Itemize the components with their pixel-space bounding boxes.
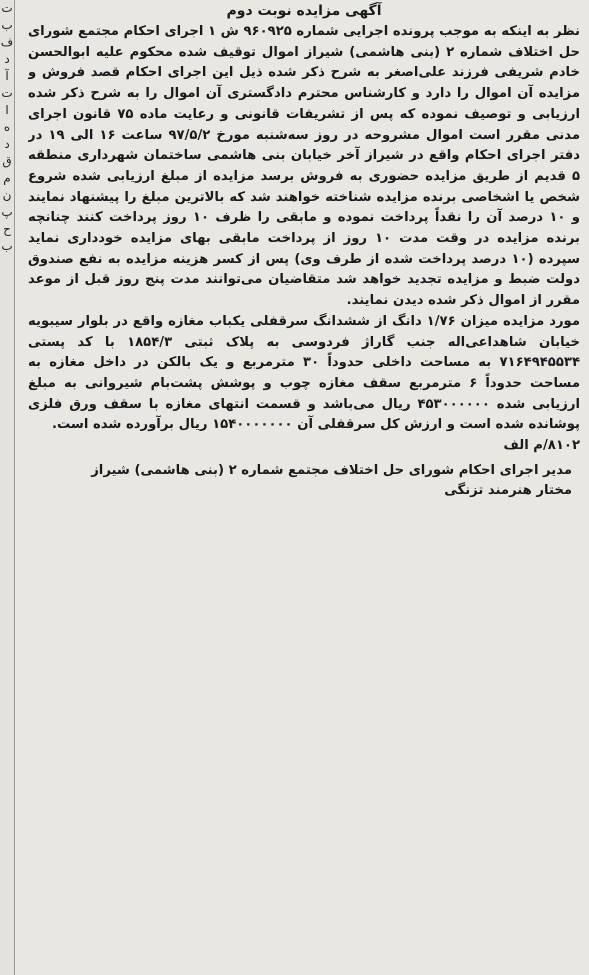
strip-char: م (3, 171, 11, 185)
strip-char: ت (1, 86, 13, 100)
strip-char: ب (1, 18, 13, 32)
strip-char: ت (1, 1, 13, 15)
adjacent-column-strip (0, 0, 15, 975)
notice-body (28, 22, 580, 436)
reference-number: ۸۱۰۲/م الف (503, 438, 580, 454)
strip-char: د (4, 137, 10, 151)
strip-char: ب (1, 239, 13, 253)
strip-char: پ (1, 205, 13, 219)
signature-title: مدیر اجرای احکام شورای حل اختلاف مجتمع شماره ۲ (بنی هاشمی) شیراز (91, 462, 572, 478)
strip-char: د (4, 52, 10, 66)
notice-title: آگهی مزایده نوبت دوم (226, 3, 382, 19)
strip-char: ح (3, 222, 11, 236)
strip-char: ن (2, 188, 12, 202)
signature-block (28, 461, 580, 502)
notice-paragraph-conditions: نظر به اینکه به موجب پرونده اجرایی شماره ۹۶۰۹۲۵ ش ۱ اجرای احکام مجتمع شورای حل اختلاف شماره ۲ (بنی هاشمی) شیراز اموال توقیف شده محکوم علیه ابوالحسن خادم شریفی فرزند علی‌اصغر به شرح ذکر شده ذیل این اجرای احکام قصد فروش و مزایده آن اموال را دارد و کارشناس محترم دادگستری آن اموال را به شرح ذکر شده ارزیابی و توصیف نموده که پس از تشریفات قانونی و رعایت ماده ۷۵ قانون اجرای مدنی مقرر است اموال مشروحه در روز سه‌شنبه مورخ ۹۷/۵/۲ ساعت ۱۶ الی ۱۹ در دفتر اجرای احکام واقع در شیراز آخر خیابان بنی هاشمی ساختمان شهرداری منطقه ۵ قدیم از طریق مزایده حضوری به فروش برسد مزایده از مبلغ ارزیابی شده شروع شخص یا اشخاصی برنده مزایده شناخته خواهند شد که بالاترین مبلغ را پیشنهاد نمایند و ۱۰ درصد آن را نقداً پرداخت نموده و مابقی را ظرف ۱۰ روز پرداخت کنند چنانچه برنده مزایده در وقت مدت ۱۰ روز از پرداخت مابقی بهای مزایده خودداری نماید سپرده (۱۰ درصد پرداخت شده از طرف وی) پس از کسر هزینه مزایده به نفع صندوق دولت ضبط و مزایده تجدید خواهد شد متقاضیان می‌توانند مدت پنج روز قبل از موعد مقرر از اموال ذکر شده دیدن نمایند. (28, 24, 580, 309)
strip-char: ف (0, 35, 14, 49)
strip-char: ه (3, 120, 11, 134)
auction-notice (28, 2, 580, 967)
signature-name: مختار هنرمند تزنگی (444, 483, 572, 499)
strip-char: ا (5, 103, 9, 117)
strip-char: ق (2, 154, 12, 168)
strip-char: آ (5, 69, 9, 83)
notice-paragraph-property: مورد مزایده میزان ۱/۷۶ دانگ از ششدانگ سرقفلی یکباب مغازه واقع در بلوار سیبویه خیابان شاهداعی‌اله جنب گاراژ فردوسی به پلاک ثبتی ۱۸۵۴/۳ با کد پستی ۷۱۶۴۹۴۵۵۳۴ به مساحت داخلی حدوداً ۳۰ مترمربع و یک بالکن در داخل مغازه به مساحت حدوداً ۶ مترمربع سقف مغازه چوب و پوشش پشت‌بام شیروانی به مبلغ ارزیابی شده ۴۵۳۰۰۰۰۰۰ ریال می‌باشد و قسمت انتهای مغازه با سقف ورق فلزی پوشانده شده است و ارزش کل سرقفلی آن ۱۵۴۰۰۰۰۰۰۰ ریال برآورده شده است. (28, 313, 580, 433)
